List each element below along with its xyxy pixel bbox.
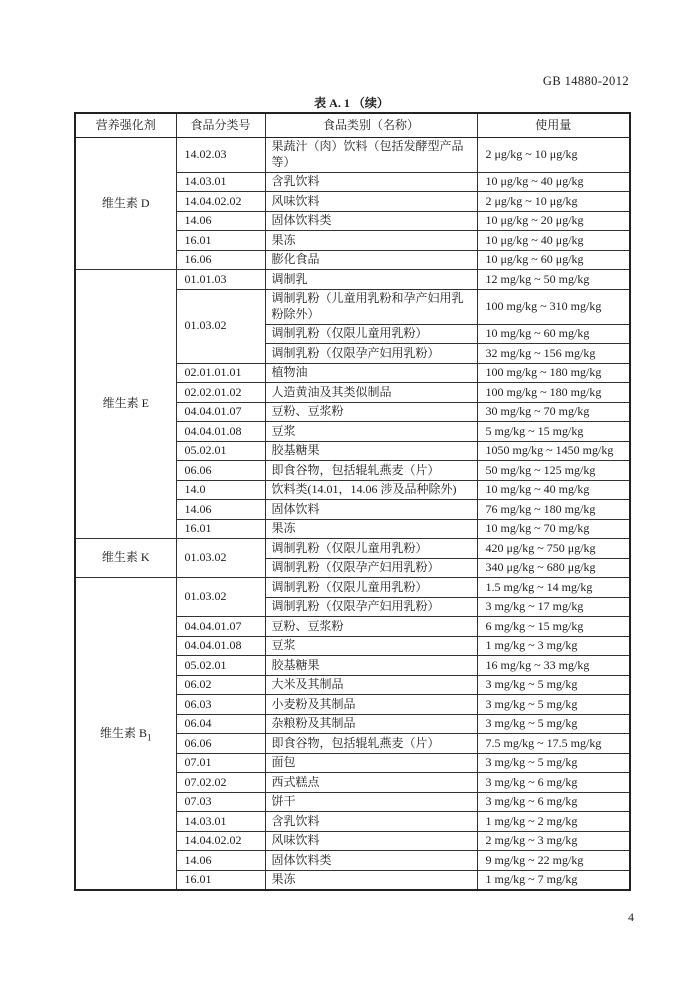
category-cell: 即食谷物，包括辊轧燕麦（片）: [265, 461, 477, 481]
code-cell: 14.06: [176, 211, 265, 231]
usage-cell: 2 μg/kg ~ 10 μg/kg: [477, 137, 630, 172]
usage-cell: 1 mg/kg ~ 2 mg/kg: [477, 812, 630, 832]
code-cell: 16.06: [176, 250, 265, 270]
usage-cell: 1 mg/kg ~ 3 mg/kg: [477, 636, 630, 656]
category-cell: 大米及其制品: [265, 675, 477, 695]
category-cell: 含乳饮料: [265, 172, 477, 192]
code-cell: 14.02.03: [176, 137, 265, 172]
usage-cell: 3 mg/kg ~ 5 mg/kg: [477, 675, 630, 695]
category-cell: 饼干: [265, 792, 477, 812]
category-cell: 膨化食品: [265, 250, 477, 270]
usage-cell: 100 mg/kg ~ 180 mg/kg: [477, 383, 630, 403]
usage-cell: 5 mg/kg ~ 15 mg/kg: [477, 422, 630, 442]
code-cell: 14.03.01: [176, 172, 265, 192]
table-body: [75, 137, 630, 890]
table-row: [75, 539, 630, 559]
code-cell: 14.03.01: [176, 812, 265, 832]
usage-cell: 32 mg/kg ~ 156 mg/kg: [477, 344, 630, 364]
usage-cell: 2 μg/kg ~ 10 μg/kg: [477, 192, 630, 212]
usage-cell: 10 mg/kg ~ 60 mg/kg: [477, 324, 630, 344]
category-cell: 胶基糖果: [265, 441, 477, 461]
code-cell: 02.01.01.01: [176, 363, 265, 383]
usage-cell: 76 mg/kg ~ 180 mg/kg: [477, 500, 630, 520]
code-cell: 05.02.01: [176, 441, 265, 461]
category-cell: 豆粉、豆浆粉: [265, 617, 477, 637]
code-cell: 14.04.02.02: [176, 192, 265, 212]
fortifier-cell: 维生素 $B_1$: [75, 578, 176, 891]
usage-cell: 30 mg/kg ~ 70 mg/kg: [477, 402, 630, 422]
category-cell: 固体饮料类: [265, 211, 477, 231]
code-cell: 04.04.01.08: [176, 636, 265, 656]
table-title: 表 A. 1 （续）: [314, 96, 389, 110]
category-cell: 调制乳粉（仅限孕产妇用乳粉）: [265, 344, 477, 364]
usage-cell: 10 μg/kg ~ 20 μg/kg: [477, 211, 630, 231]
category-cell: 小麦粉及其制品: [265, 695, 477, 715]
category-cell: 果冻: [265, 519, 477, 539]
code-cell: 06.06: [176, 461, 265, 481]
category-cell: 面包: [265, 753, 477, 773]
usage-cell: 3 mg/kg ~ 6 mg/kg: [477, 792, 630, 812]
code-cell: 01.01.03: [176, 270, 265, 290]
category-cell: 果蔬汁（肉）饮料（包括发酵型产品等）: [265, 137, 477, 172]
category-cell: 风味饮料: [265, 831, 477, 851]
usage-cell: 10 mg/kg ~ 40 mg/kg: [477, 480, 630, 500]
usage-cell: 3 mg/kg ~ 6 mg/kg: [477, 773, 630, 793]
usage-cell: 10 μg/kg ~ 40 μg/kg: [477, 231, 630, 251]
code-cell: 05.02.01: [176, 656, 265, 676]
category-cell: 豆浆: [265, 422, 477, 442]
code-cell: 06.02: [176, 675, 265, 695]
category-cell: 调制乳粉（仅限儿童用乳粉）: [265, 578, 477, 598]
page-number: 4: [628, 910, 634, 924]
code-cell: 04.04.01.08: [176, 422, 265, 442]
fortifier-cell: 维生素 E: [75, 270, 176, 539]
category-cell: 调制乳粉（仅限孕产妇用乳粉）: [265, 597, 477, 617]
usage-cell: 3 mg/kg ~ 5 mg/kg: [477, 753, 630, 773]
usage-cell: 100 mg/kg ~ 180 mg/kg: [477, 363, 630, 383]
fortifier-cell: 维生素 K: [75, 539, 176, 578]
code-cell: 14.06: [176, 851, 265, 871]
code-cell: 06.03: [176, 695, 265, 715]
code-cell: 07.01: [176, 753, 265, 773]
category-cell: 果冻: [265, 231, 477, 251]
category-cell: 饮料类(14.01，14.06 涉及品种除外): [265, 480, 477, 500]
code-cell: 06.04: [176, 714, 265, 734]
code-cell: 01.03.02: [176, 289, 265, 363]
code-cell: 16.01: [176, 231, 265, 251]
doc-number: GB 14880-2012: [542, 74, 629, 88]
category-cell: 调制乳: [265, 270, 477, 290]
code-cell: 14.0: [176, 480, 265, 500]
category-cell: 风味饮料: [265, 192, 477, 212]
fortifier-cell: 维生素 D: [75, 137, 176, 270]
usage-cell: 12 mg/kg ~ 50 mg/kg: [477, 270, 630, 290]
header-cell: 营养强化剂: [75, 113, 176, 137]
usage-cell: 100 mg/kg ~ 310 mg/kg: [477, 289, 630, 324]
usage-cell: 3 mg/kg ~ 5 mg/kg: [477, 695, 630, 715]
header-cell: 食品类别（名称）: [265, 113, 477, 137]
usage-cell: 420 μg/kg ~ 750 μg/kg: [477, 539, 630, 559]
category-cell: 豆浆: [265, 636, 477, 656]
code-cell: 07.02.02: [176, 773, 265, 793]
category-cell: 即食谷物，包括辊轧燕麦（片）: [265, 734, 477, 754]
code-cell: 06.06: [176, 734, 265, 754]
header-cell: 食品分类号: [176, 113, 265, 137]
category-cell: 豆粉、豆浆粉: [265, 402, 477, 422]
code-cell: 16.01: [176, 519, 265, 539]
table-header-row: [75, 113, 630, 137]
category-cell: 调制乳粉（仅限孕产妇用乳粉）: [265, 558, 477, 578]
code-cell: 04.04.01.07: [176, 402, 265, 422]
code-cell: 14.04.02.02: [176, 831, 265, 851]
category-cell: 西式糕点: [265, 773, 477, 793]
table-row: [75, 137, 630, 172]
category-cell: 植物油: [265, 363, 477, 383]
usage-cell: 1.5 mg/kg ~ 14 mg/kg: [477, 578, 630, 598]
usage-cell: 1 mg/kg ~ 7 mg/kg: [477, 870, 630, 890]
code-cell: 01.03.02: [176, 539, 265, 578]
header-cell: 使用量: [477, 113, 630, 137]
category-cell: 果冻: [265, 870, 477, 890]
code-cell: 07.03: [176, 792, 265, 812]
category-cell: 含乳饮料: [265, 812, 477, 832]
code-cell: 16.01: [176, 870, 265, 890]
usage-cell: 1050 mg/kg ~ 1450 mg/kg: [477, 441, 630, 461]
code-cell: 01.03.02: [176, 578, 265, 617]
category-cell: 固体饮料: [265, 500, 477, 520]
category-cell: 人造黄油及其类似制品: [265, 383, 477, 403]
category-cell: 杂粮粉及其制品: [265, 714, 477, 734]
usage-cell: 10 mg/kg ~ 70 mg/kg: [477, 519, 630, 539]
usage-cell: 9 mg/kg ~ 22 mg/kg: [477, 851, 630, 871]
usage-cell: 10 μg/kg ~ 40 μg/kg: [477, 172, 630, 192]
category-cell: 调制乳粉（儿童用乳粉和孕产妇用乳粉除外）: [265, 289, 477, 324]
usage-cell: 50 mg/kg ~ 125 mg/kg: [477, 461, 630, 481]
usage-cell: 2 mg/kg ~ 3 mg/kg: [477, 831, 630, 851]
table-row: [75, 578, 630, 598]
usage-cell: 3 mg/kg ~ 17 mg/kg: [477, 597, 630, 617]
code-cell: 02.02.01.02: [176, 383, 265, 403]
fortifier-table: [74, 112, 631, 891]
code-cell: 04.04.01.07: [176, 617, 265, 637]
category-cell: 调制乳粉（仅限儿童用乳粉）: [265, 539, 477, 559]
usage-cell: 6 mg/kg ~ 15 mg/kg: [477, 617, 630, 637]
usage-cell: 10 μg/kg ~ 60 μg/kg: [477, 250, 630, 270]
table-row: [75, 270, 630, 290]
usage-cell: 16 mg/kg ~ 33 mg/kg: [477, 656, 630, 676]
usage-cell: 7.5 mg/kg ~ 17.5 mg/kg: [477, 734, 630, 754]
usage-cell: 3 mg/kg ~ 5 mg/kg: [477, 714, 630, 734]
category-cell: 胶基糖果: [265, 656, 477, 676]
category-cell: 调制乳粉（仅限儿童用乳粉）: [265, 324, 477, 344]
code-cell: 14.06: [176, 500, 265, 520]
category-cell: 固体饮料类: [265, 851, 477, 871]
usage-cell: 340 μg/kg ~ 680 μg/kg: [477, 558, 630, 578]
